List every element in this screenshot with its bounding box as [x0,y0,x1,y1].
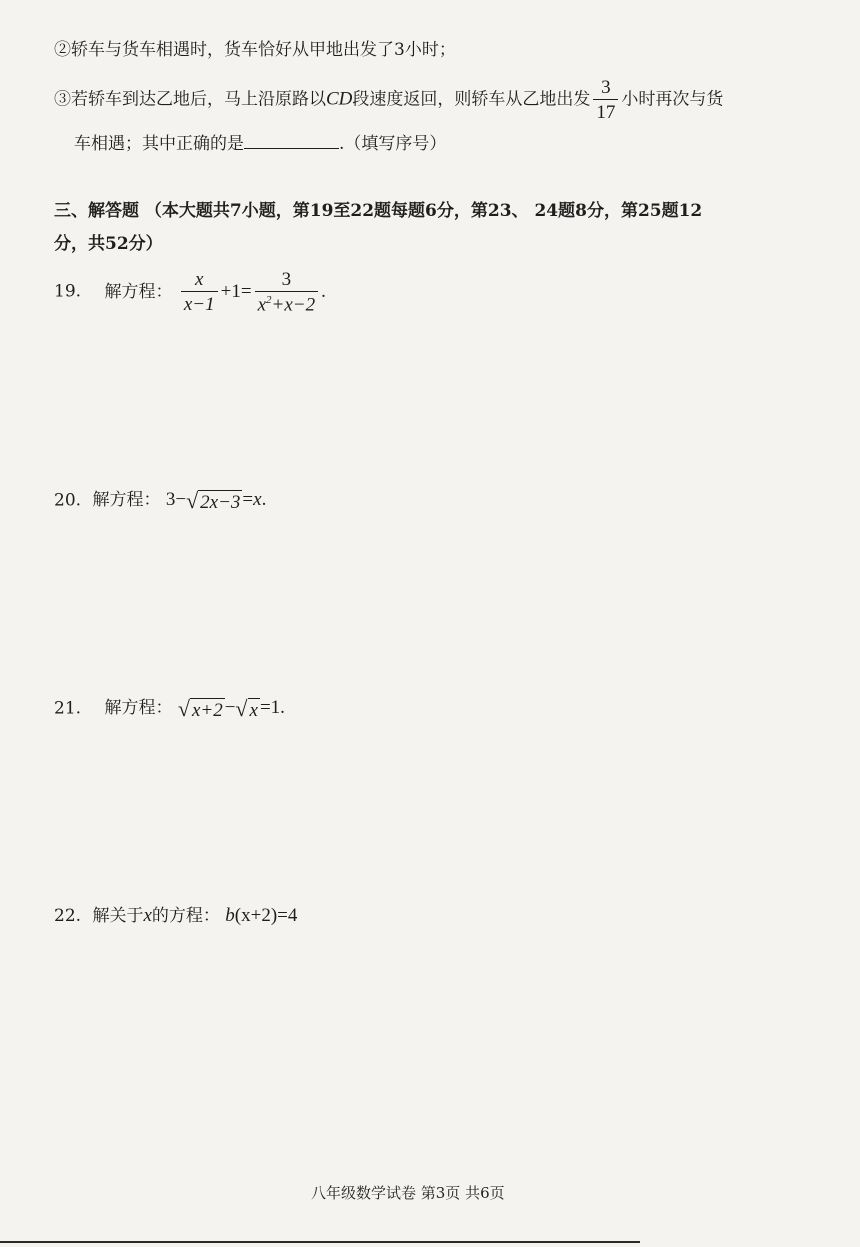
fraction-numerator: 3 [601,77,611,98]
equation-middle: +1= [220,280,252,302]
section-heading [54,203,702,220]
statement-3 [54,78,723,122]
eq-rest: (x+2)=4 [234,905,298,926]
radical-icon: √ [186,488,199,513]
equation-21 [177,696,285,721]
question-number: 22. [54,906,82,926]
answer-blank[interactable] [244,134,339,149]
equation-end: . [261,489,267,511]
eq-coefficient: b [225,905,235,926]
statement-3-text-a: ③若轿车到达乙地后，马上沿原路以 [54,89,326,110]
question-prompt: 解方程： [104,281,173,302]
question-prompt-a: 解关于 [92,906,144,926]
question-21 [54,698,285,720]
question-20 [54,490,266,512]
equation-20 [165,488,267,513]
lhs-fraction [181,270,218,314]
question-number: 21. [54,698,82,719]
rhs-numerator: 3 [281,269,292,290]
rhs-den-rest: +x−2 [271,294,316,316]
eq-var: x [253,489,262,511]
equation-22 [225,905,297,926]
segment-cd: CD [326,88,353,110]
radical-icon: √ [235,696,248,721]
equation-19 [178,269,326,316]
rhs-den-x: x [257,294,266,316]
radicand: 2x−3 [200,492,241,513]
bottom-edge-divider [0,1241,640,1243]
question-number: 20. [54,490,82,511]
sqrt-term [186,490,242,512]
question-19 [54,270,326,314]
sqrt-term-1 [178,698,225,720]
question-prompt-b: 的方程： [151,906,220,926]
section-heading-cont [54,236,163,253]
eq-post: =1 [259,697,281,719]
statement-3-text-b: 段速度返回，则轿车从乙地出发 [352,89,591,110]
statement-3-text-c: 小时再次与货 [621,89,724,110]
question-prompt: 解方程： [92,490,161,511]
equation-end: . [321,280,326,302]
eq-minus: − [224,697,236,719]
section-heading-line2: 分，共52分） [54,234,163,254]
radicand-1: x+2 [191,700,223,721]
radicand-2: x [249,700,258,721]
question-number: 19. [54,281,82,302]
lhs-numerator: x [195,269,204,291]
lhs-denominator: x−1 [181,291,218,314]
sqrt-term-2 [235,698,260,720]
question-var: x [143,905,152,926]
rhs-denominator [255,291,319,314]
fraction-3-17 [593,78,618,122]
footer-text: 八年级数学试卷 第3页 共6页 [311,1184,505,1202]
fraction-denominator: 17 [593,99,618,122]
statement-2-text: ②轿车与货车相遇时，货车恰好从甲地出发了3小时； [54,40,456,60]
eq-post: = [242,489,254,511]
statement-3-cont-text: 车相遇；其中正确的是 [74,134,244,154]
question-prompt: 解方程： [104,698,173,719]
section-heading-line1: 三、解答题 （本大题共7小题，第19至22题每题6分，第23、 24题8分，第25题12 [54,201,703,221]
fill-instruction: .（填写序号） [339,134,447,154]
equation-end: . [280,697,285,719]
page-footer [311,1186,505,1201]
rhs-fraction [255,270,319,314]
question-22 [54,906,297,925]
rhs-den-exponent: 2 [266,294,272,306]
statement-3-continued [74,134,446,153]
statement-2 [54,42,456,59]
radical-icon: √ [177,696,190,721]
eq-pre: 3− [165,489,187,511]
